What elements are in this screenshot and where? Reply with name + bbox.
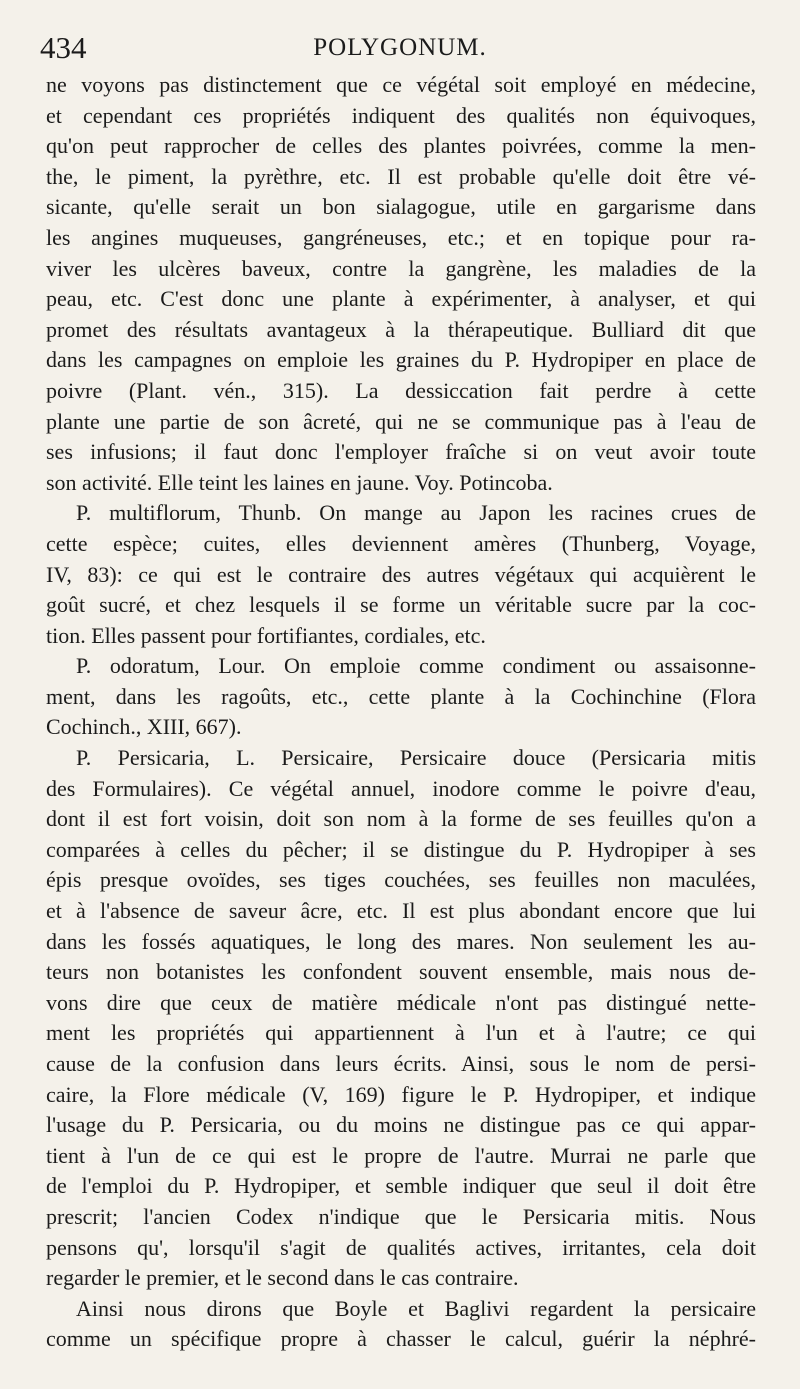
text-line: Cochinch., XIII, 667).	[46, 714, 242, 740]
text-line: promet des résultats avantageux à la thérapeutique. Bulliard dit que	[46, 316, 756, 342]
text-line: teurs non botanistes les confondent souvent ensemble, mais nous de-	[46, 959, 756, 985]
text-line: qu'on peut rapprocher de celles des plantes poivrées, comme la men-	[46, 133, 756, 159]
text-line: goût sucré, et chez lesquels il se forme un véritable sucre par la coc-	[46, 592, 756, 618]
page-number: 434	[40, 30, 87, 65]
text-line: et cependant ces propriétés indiquent des qualités non équivoques,	[46, 102, 756, 128]
text-line: P. Persicaria, L. Persicaire, Persicaire douce (Persicaria mitis	[76, 745, 756, 771]
text-line: cause de la confusion dans leurs écrits. Ainsi, sous le nom de persi-	[46, 1051, 756, 1076]
body-text	[46, 70, 756, 1355]
text-line: épis presque ovoïdes, ses tiges couchées, ses feuilles non maculées,	[46, 867, 756, 893]
text-line: comme un spécifique propre à chasser le calcul, guérir la néphré-	[46, 1326, 756, 1352]
text-line: dans les campagnes on emploie les graines du P. Hydropiper en place de	[46, 347, 756, 373]
text-line: viver les ulcères baveux, contre la gangrène, les maladies de la	[46, 255, 756, 281]
text-line: vons dire que ceux de matière médicale n'ont pas distingué nette-	[46, 989, 756, 1015]
text-line: the, le piment, la pyrèthre, etc. Il est probable qu'elle doit être vé-	[46, 163, 756, 189]
text-line: des Formulaires). Ce végétal annuel, inodore comme le poivre d'eau,	[46, 775, 756, 801]
text-line: comparées à celles du pêcher; il se distingue du P. Hydropiper à ses	[46, 836, 756, 862]
text-line: P. odoratum, Lour. On emploie comme condiment ou assaisonne-	[76, 653, 756, 679]
page-header	[40, 30, 760, 66]
text-line: regarder le premier, et le second dans le cas contraire.	[46, 1265, 519, 1291]
text-line: les angines muqueuses, gangréneuses, etc.; et en topique pour ra-	[46, 224, 756, 250]
text-line: cette espèce; cuites, elles deviennent amères (Thunberg, Voyage,	[46, 530, 756, 556]
page-footer	[0, 1336, 800, 1366]
text-line: et à l'absence de saveur âcre, etc. Il est plus abondant encore que lui	[46, 898, 756, 924]
text-line: l'usage du P. Persicaria, ou du moins ne distingue pas ce qui appar-	[46, 1112, 756, 1138]
text-line: dont il est fort voisin, doit son nom à la forme de ses feuilles qu'on a	[46, 806, 756, 832]
text-line: ne voyons pas distinctement que ce végétal soit employé en médecine,	[46, 72, 756, 97]
text-line: ses infusions; il faut donc l'employer fraîche si on veut avoir toute	[46, 439, 756, 465]
text-line: ment, dans les ragoûts, etc., cette plante à la Cochinchine (Flora	[46, 683, 756, 709]
text-line: caire, la Flore médicale (V, 169) figure le P. Hydropiper, et indique	[46, 1081, 756, 1107]
text-line: Ainsi nous dirons que Boyle et Baglivi regardent la persicaire	[76, 1295, 756, 1321]
text-line: pensons qu', lorsqu'il s'agit de qualités actives, irritantes, cela doit	[46, 1234, 756, 1260]
text-line: tion. Elles passent pour fortifiantes, cordiales, etc.	[46, 622, 486, 648]
text-line: de l'emploi du P. Hydropiper, et semble indiquer que seul il doit être	[46, 1173, 756, 1199]
text-line: tient à l'un de ce qui est le propre de l'autre. Murrai ne parle que	[46, 1142, 756, 1168]
text-line: peau, etc. C'est donc une plante à expérimenter, à analyser, et qui	[46, 286, 756, 312]
text-line: ment les propriétés qui appartiennent à l'un et à l'autre; ce qui	[46, 1020, 756, 1046]
text-line: P. multiflorum, Thunb. On mange au Japon les racines crues de	[76, 500, 756, 526]
text-line: dans les fossés aquatiques, le long des mares. Non seulement les au-	[46, 928, 756, 954]
text-line: son activité. Elle teint les laines en jaune. Voy. Potincoba.	[46, 469, 553, 495]
text-line: prescrit; l'ancien Codex n'indique que le Persicaria mitis. Nous	[46, 1203, 756, 1229]
text-line: IV, 83): ce qui est le contraire des autres végétaux qui acquièrent le	[46, 561, 756, 587]
text-line: poivre (Plant. vén., 315). La dessiccation fait perdre à cette	[46, 377, 756, 403]
running-title: POLYGONUM.	[313, 34, 487, 61]
text-line: sicante, qu'elle serait un bon sialagogue, utile en gargarisme dans	[46, 194, 756, 220]
text-line: plante une partie de son âcreté, qui ne se communique pas à l'eau de	[46, 408, 756, 434]
